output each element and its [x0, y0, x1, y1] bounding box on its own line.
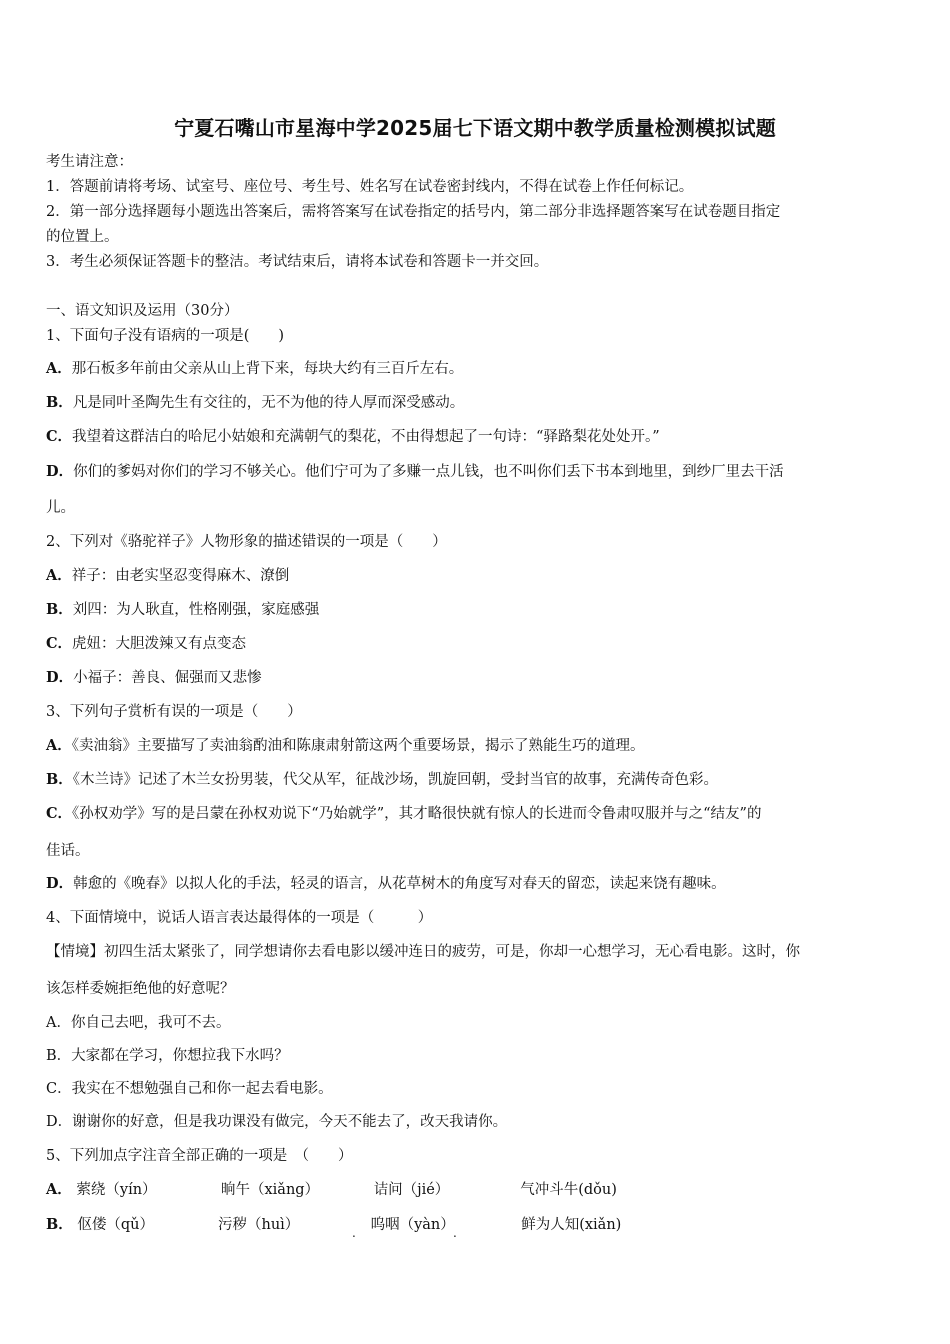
question-stem: 4、下面情境中，说话人语言表达最得体的一项是（ ） — [46, 910, 433, 926]
option-label: C． — [46, 635, 73, 652]
option-label: A． — [46, 567, 72, 584]
pinyin-item: 鲜为人知(xiǎn) — [521, 1217, 622, 1233]
option-text: 那石板多年前由父亲从山上背下来，每块大约有三百斤左右。 — [71, 361, 464, 377]
option-d-continued: 儿。 — [46, 500, 75, 516]
notice-heading: 考生请注意： — [46, 154, 133, 170]
option-d — [46, 874, 726, 894]
page-title: 宁夏石嘴山市星海中学2025届七下语文期中教学质量检测模拟试题 — [174, 116, 776, 140]
option-text: 《木兰诗》记述了木兰女扮男装，代父从军，征战沙场，凯旋回朝，受封当官的故事，充满传奇色彩。 — [72, 772, 719, 788]
option-a — [46, 359, 463, 379]
context-text: 该怎样委婉拒绝他的好意呢？ — [46, 981, 235, 997]
option-label: C． — [46, 805, 73, 822]
option-a — [46, 566, 289, 586]
context-text: 【情境】初四生活太紧张了，同学想请你去看电影以缓冲连日的疲劳，可是，你却一心想学习，无心看电影。这时，你 — [46, 944, 800, 960]
option-d: D．谢谢你的好意，但是我功课没有做完，今天不能去了，改天我请你。 — [46, 1114, 508, 1130]
option-text: 刘四：为人耿直，性格刚强，家庭感强 — [72, 602, 320, 618]
option-c — [46, 427, 660, 447]
option-text: 虎妞：大胆泼辣又有点变态 — [72, 636, 247, 652]
option-label: D． — [46, 669, 74, 686]
pinyin-item: 伛偻（qǔ） — [77, 1217, 154, 1233]
option-label: B． — [46, 394, 73, 411]
option-label: D． — [46, 875, 74, 892]
option-c — [46, 804, 761, 824]
question-stem: 1、下面句子没有语病的一项是( ) — [46, 328, 285, 344]
option-b — [46, 393, 464, 413]
emphasis-dot: . — [352, 1226, 356, 1240]
notice-item: 的位置上。 — [46, 229, 119, 245]
section-heading: 一、语文知识及运用（30分） — [46, 303, 239, 319]
notice-item: 1．答题前请将考场、试室号、座位号、考生号、姓名写在试卷密封线内，不得在试卷上作任何标记。 — [46, 179, 694, 195]
emphasis-dot: . — [453, 1226, 457, 1240]
option-label: A． — [46, 360, 72, 377]
option-c — [46, 634, 246, 654]
option-d — [46, 668, 262, 688]
option-text: 凡是同叶圣陶先生有交往的，无不为他的待人厚而深受感动。 — [72, 395, 465, 411]
pinyin-item: 诘问（jié） — [373, 1182, 450, 1198]
option-label: B． — [46, 601, 73, 618]
option-label: B． — [46, 1216, 73, 1233]
option-text: 你们的爹妈对你们的学习不够关心。他们宁可为了多赚一点儿钱，也不叫你们丢下书本到地里，到纱厂里去干活 — [73, 464, 784, 480]
option-b — [46, 600, 319, 620]
option-label: D． — [46, 463, 74, 480]
question-stem: 2、下列对《骆驼祥子》人物形象的描述错误的一项是（ ） — [46, 534, 447, 550]
option-c-continued: 佳话。 — [46, 843, 90, 859]
option-a: A．你自己去吧，我可不去。 — [46, 1015, 231, 1031]
option-text: 《卖油翁》主要描写了卖油翁酌油和陈康肃射箭这两个重要场景，揭示了熟能生巧的道理。 — [71, 738, 645, 754]
option-label: B． — [46, 771, 73, 788]
option-label: C． — [46, 428, 73, 445]
notice-item: 2．第一部分选择题每小题选出答案后，需将答案写在试卷指定的括号内，第二部分非选择题答案写在试卷题目指定 — [46, 204, 781, 220]
option-label: A． — [46, 1181, 72, 1198]
option-b — [46, 1215, 621, 1235]
question-stem: 5、下列加点字注音全部正确的一项是 （ ） — [46, 1148, 353, 1164]
option-text: 祥子：由老实坚忍变得麻木、潦倒 — [71, 568, 290, 584]
option-b — [46, 770, 718, 790]
option-b: B．大家都在学习，你想拉我下水吗？ — [46, 1048, 289, 1064]
option-label: A． — [46, 737, 72, 754]
option-d — [46, 462, 784, 482]
question-stem: 3、下列句子赏析有误的一项是（ ） — [46, 704, 302, 720]
option-text: 韩愈的《晚春》以拟人化的手法，轻灵的语言，从花草树木的角度写对春天的留恋，读起来饶有趣味。 — [73, 876, 726, 892]
option-text: 小福子：善良、倔强而又悲惨 — [73, 670, 262, 686]
pinyin-item: 污秽（huì） — [217, 1217, 300, 1233]
option-a — [46, 736, 645, 756]
notice-item: 3．考生必须保证答题卡的整洁。考试结束后，请将本试卷和答题卡一并交回。 — [46, 254, 549, 270]
option-text: 我望着这群洁白的哈尼小姑娘和充满朝气的梨花，不由得想起了一句诗：“驿路梨花处处开。” — [72, 429, 660, 445]
option-c: C．我实在不想勉强自己和你一起去看电影。 — [46, 1081, 333, 1097]
option-a — [46, 1180, 617, 1200]
option-text: 《孙权劝学》写的是吕蒙在孙权劝说下“乃始就学”，其才略很快就有惊人的长进而令鲁肃叹服并与之“结友”的 — [72, 806, 762, 822]
pinyin-item: 萦绕（yín） — [76, 1182, 157, 1198]
pinyin-item: 呜咽（yàn） — [370, 1217, 455, 1233]
pinyin-item: 晌午（xiǎng） — [220, 1182, 320, 1198]
pinyin-item: 气冲斗牛(dǒu) — [520, 1182, 617, 1198]
